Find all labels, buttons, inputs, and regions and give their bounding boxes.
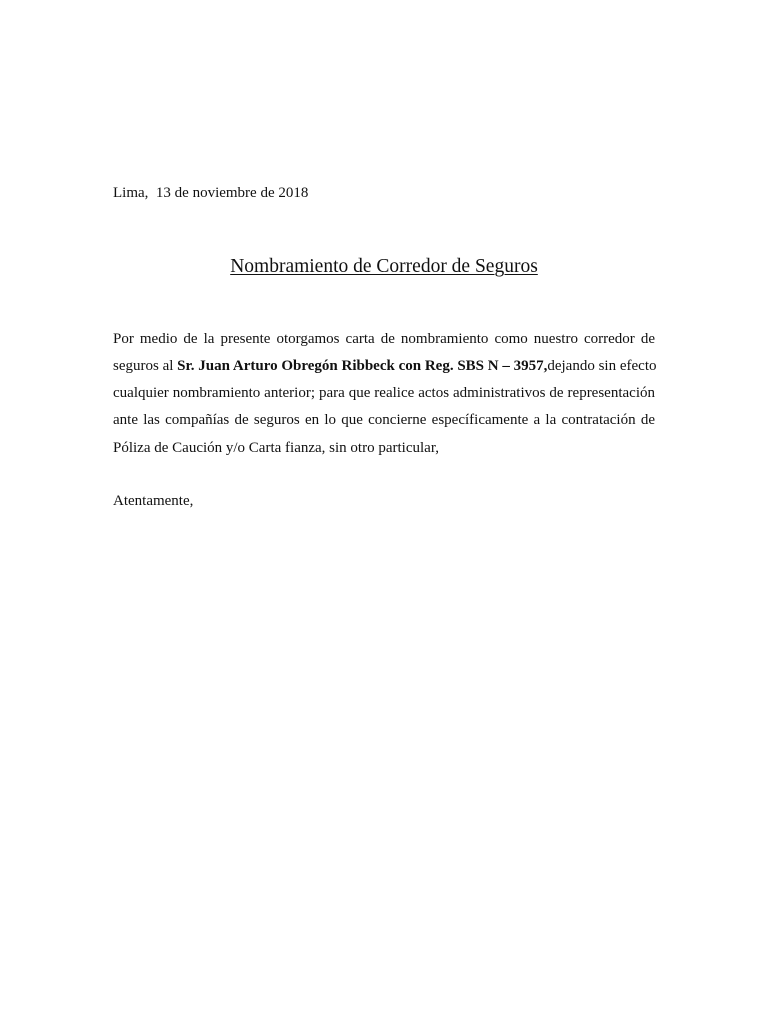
letter-date: Lima, 13 de noviembre de 2018 — [113, 185, 309, 201]
body-line-2-prefix — [113, 357, 547, 375]
letter-title-wrapper — [0, 255, 768, 279]
broker-name-and-registration: Sr. Juan Arturo Obregón Ribbeck con Reg. SBS N – 3957, — [177, 358, 548, 374]
body-line-3: cualquier nombramiento anterior; para que realice actos administrativos de representación — [113, 385, 655, 401]
letter-title: Nombramiento de Corredor de Seguros — [230, 256, 538, 277]
body-line-2-suffix: dejando sin efecto — [547, 358, 657, 374]
letter-closing: Atentamente, — [113, 493, 194, 509]
body-line-2 — [113, 357, 655, 375]
body-line-2-prefix-text: seguros al — [113, 358, 178, 374]
body-line-4: ante las compañías de seguros en lo que concierne específicamente a la contratación de — [113, 412, 655, 428]
body-line-5: Póliza de Caución y/o Carta fianza, sin otro particular, — [113, 440, 439, 456]
body-line-1: Por medio de la presente otorgamos carta de nombramiento como nuestro corredor de — [113, 331, 655, 347]
